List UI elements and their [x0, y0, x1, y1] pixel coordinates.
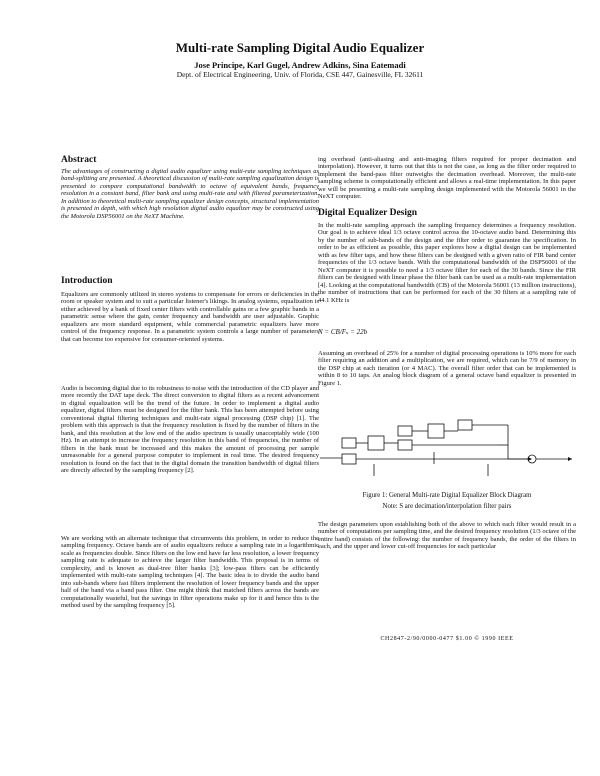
abstract-text: The advantages of constructing a digital audio equalizer using multi-rate sampling techniques as band-splitting are presented. A theoretical discussion of multi-rate sampling equalization design is presented to compare computational bandwidth to octave of equivalent bands, frequency resolution in a constant band, filter bank and using multi-rate and with filtered parameterization. In addition to theoretical multi-rate sampling equalizer design concepts, structural implementation is presented in depth, with which high resolution digital audio equalizer may be constructed using the Motorola DSP56001 on the NeXT Machine.: [61, 168, 319, 220]
affiliation: Dept. of Electrical Engineering, Univ. of Florida, CSE 447, Gainesville, FL 32611: [176, 70, 424, 79]
block-hp-1: [342, 454, 356, 464]
decimation-pair-2: [428, 424, 444, 438]
overhead-paragraph: Assuming an overhead of 25% for a number of digital processing operations is 10% more for each filter requiring an addition and a multiplication, we are required, which can be 7/9 of memory in the DSP chip at each iteration (or 4 MAC). The overall filter order that can be implemented is within 8 to 10 taps. An analog block diagram of a general octave band equalizer is presented in Figure 1.: [318, 350, 576, 387]
abstract-heading: Abstract: [61, 155, 97, 165]
block-lp-1: [342, 438, 356, 448]
intro-paragraph-3: We are working with an alternate technique that circumvents this problem, in order to reduce the sampling frequency. Octave bands are of audio equalizers reduce a sampling rate in a logarithmic scale as frequencies double. Since filters on the low end have far less resolution, a lower frequency sampling rate is adequate to achieve the larger filter bandwidth. This proposal is in terms of complexity, and is known as dual-tree filter banks [3]; low-pass filters can be efficiently implemented with multi-rate sampling techniques [4]. The basic idea is to divide the audio band into sub-bands where fast filters implement the resolution of lower frequency bands and the upper half of the band via a band pass filter. One might think that matched filters across the bands are computationally wasteful, but the savings in filter operations make up for it and hence this is the method used by the sampling frequency [5].: [61, 535, 319, 610]
block-lp-2: [398, 426, 412, 436]
block-lp-3: [458, 420, 472, 430]
author-list: Jose Principe, Karl Gugel, Andrew Adkins, Sina Eatemadi: [194, 60, 406, 70]
intro-paragraph-2: Audio is becoming digital due to its robustness to noise with the introduction of the CD player and more recently the DAT tape deck. The direct conversion to digital filters as a recent advancement in digital equalization will be the trend of the future. In order to implement a digital audio equalizer, digital filters must be designed for the filter bank. This has been attempted before using conventional digital filtering techniques and multi-rate signal processing (DSP chip) [1]. The problem with this approach is that the frequency resolution is fixed by the number of filters in the bank, and this resolution at the low end of the audio spectrum is usually unacceptably wide (100 Hz). In an attempt to increase the frequency resolution in this band of frequencies, the number of filters in the bank must be increased and this makes the amount of processing per sample unreasonable for a general purpose computer to implement in real time. The desired frequency resolution is found on the fact that in the digital domain the transition bandwidth of digital filters are directly affected by the sampling frequency [2].: [61, 385, 319, 474]
intro-paragraph-1: Equalizers are commonly utilized in stereo systems to compensate for errors or deficiencies in the room or speaker system and to suit a particular listener's likings. In analog systems, equalization is either achieved by a bank of fixed center filters with controllable gains or a few graphic bands in a parametric sense where the gain, center frequency and bandwidth are user adjustable. Graphic equalizers are more standard equipment, while commercial parametric equalizers have more control of the frequency response. In a parametric system controls a large number of parameters that can become too expensive for consumer-oriented systems.: [61, 291, 319, 343]
block-diagram-figure: [318, 418, 576, 484]
introduction-heading: Introduction: [61, 276, 113, 286]
output-arrow: [528, 457, 532, 461]
design-parameters-paragraph: The design parameters upon establishing both of the above to which each filter would result in a number of computations per sampling time, and the desired frequency resolution (1/3 octave of the entire band) consists of the following: the number of frequency bands, the order of the filters in each, and the upper and lower cut-off frequencies for each particular: [318, 521, 576, 551]
equation: N = CB/Fₛ = 22b: [318, 328, 368, 336]
figure-caption: Figure 1: General Multi-rate Digital Equalizer Block Diagram: [362, 492, 532, 499]
figure-note: Note: S are decimation/interpolation filter pairs: [382, 503, 512, 510]
digital-equalizer-design-heading: Digital Equalizer Design: [318, 208, 418, 218]
right-paragraph-1: ing overhead (anti-aliasing and anti-imaging filters required for proper decimation and interpolation). However, it turns out that this is not the case, as long as the filter order required to implement the band-pass filter outweighs the decimation overhead. Moreover, the multi-rate sampling scheme is computationally efficient and allows a real-time implementation. In this paper we will be presenting a multi-rate sampling design implemented with the Motorola 56001 in the NeXT computer.: [318, 156, 576, 201]
block-hp-2: [398, 440, 412, 450]
page-footer: CH2847-2/90/0000-0477 $1.00 © 1990 IEEE: [380, 636, 514, 642]
end-arrow: [568, 457, 572, 461]
paper-title: Multi-rate Sampling Digital Audio Equalizer: [175, 40, 425, 55]
design-paragraph: In the multi-rate sampling approach the sampling frequency determines a frequency resolution. Our goal is to achieve ideal 1/3 octave control across the 10-octave audio band. Determining this by the number of sub-bands of the design and the filter order to guarantee the specification. In order to be as efficient as possible, this paper explores how a digital design can be implemented with as few filter taps, and how these filters can be designed with a given ratio of FIR band center frequencies of the 1/3 octave bands. With the computational bandwidth of the DSP56001 of the NeXT computer it is possible to need a 1/3 octave filter for each of the 30 bands. Since the FIR filters can be designed with linear phase the filter bank can be used as a multi-rate implementation [4]. Looking at the computational bandwidth (CB) of the Motorola 56001 (13 million instructions), the number of instructions that can be performed for each of the 30 filters at a sampling rate of 44.1 KHz is: [318, 222, 576, 304]
decimation-pair-1: [368, 436, 384, 450]
